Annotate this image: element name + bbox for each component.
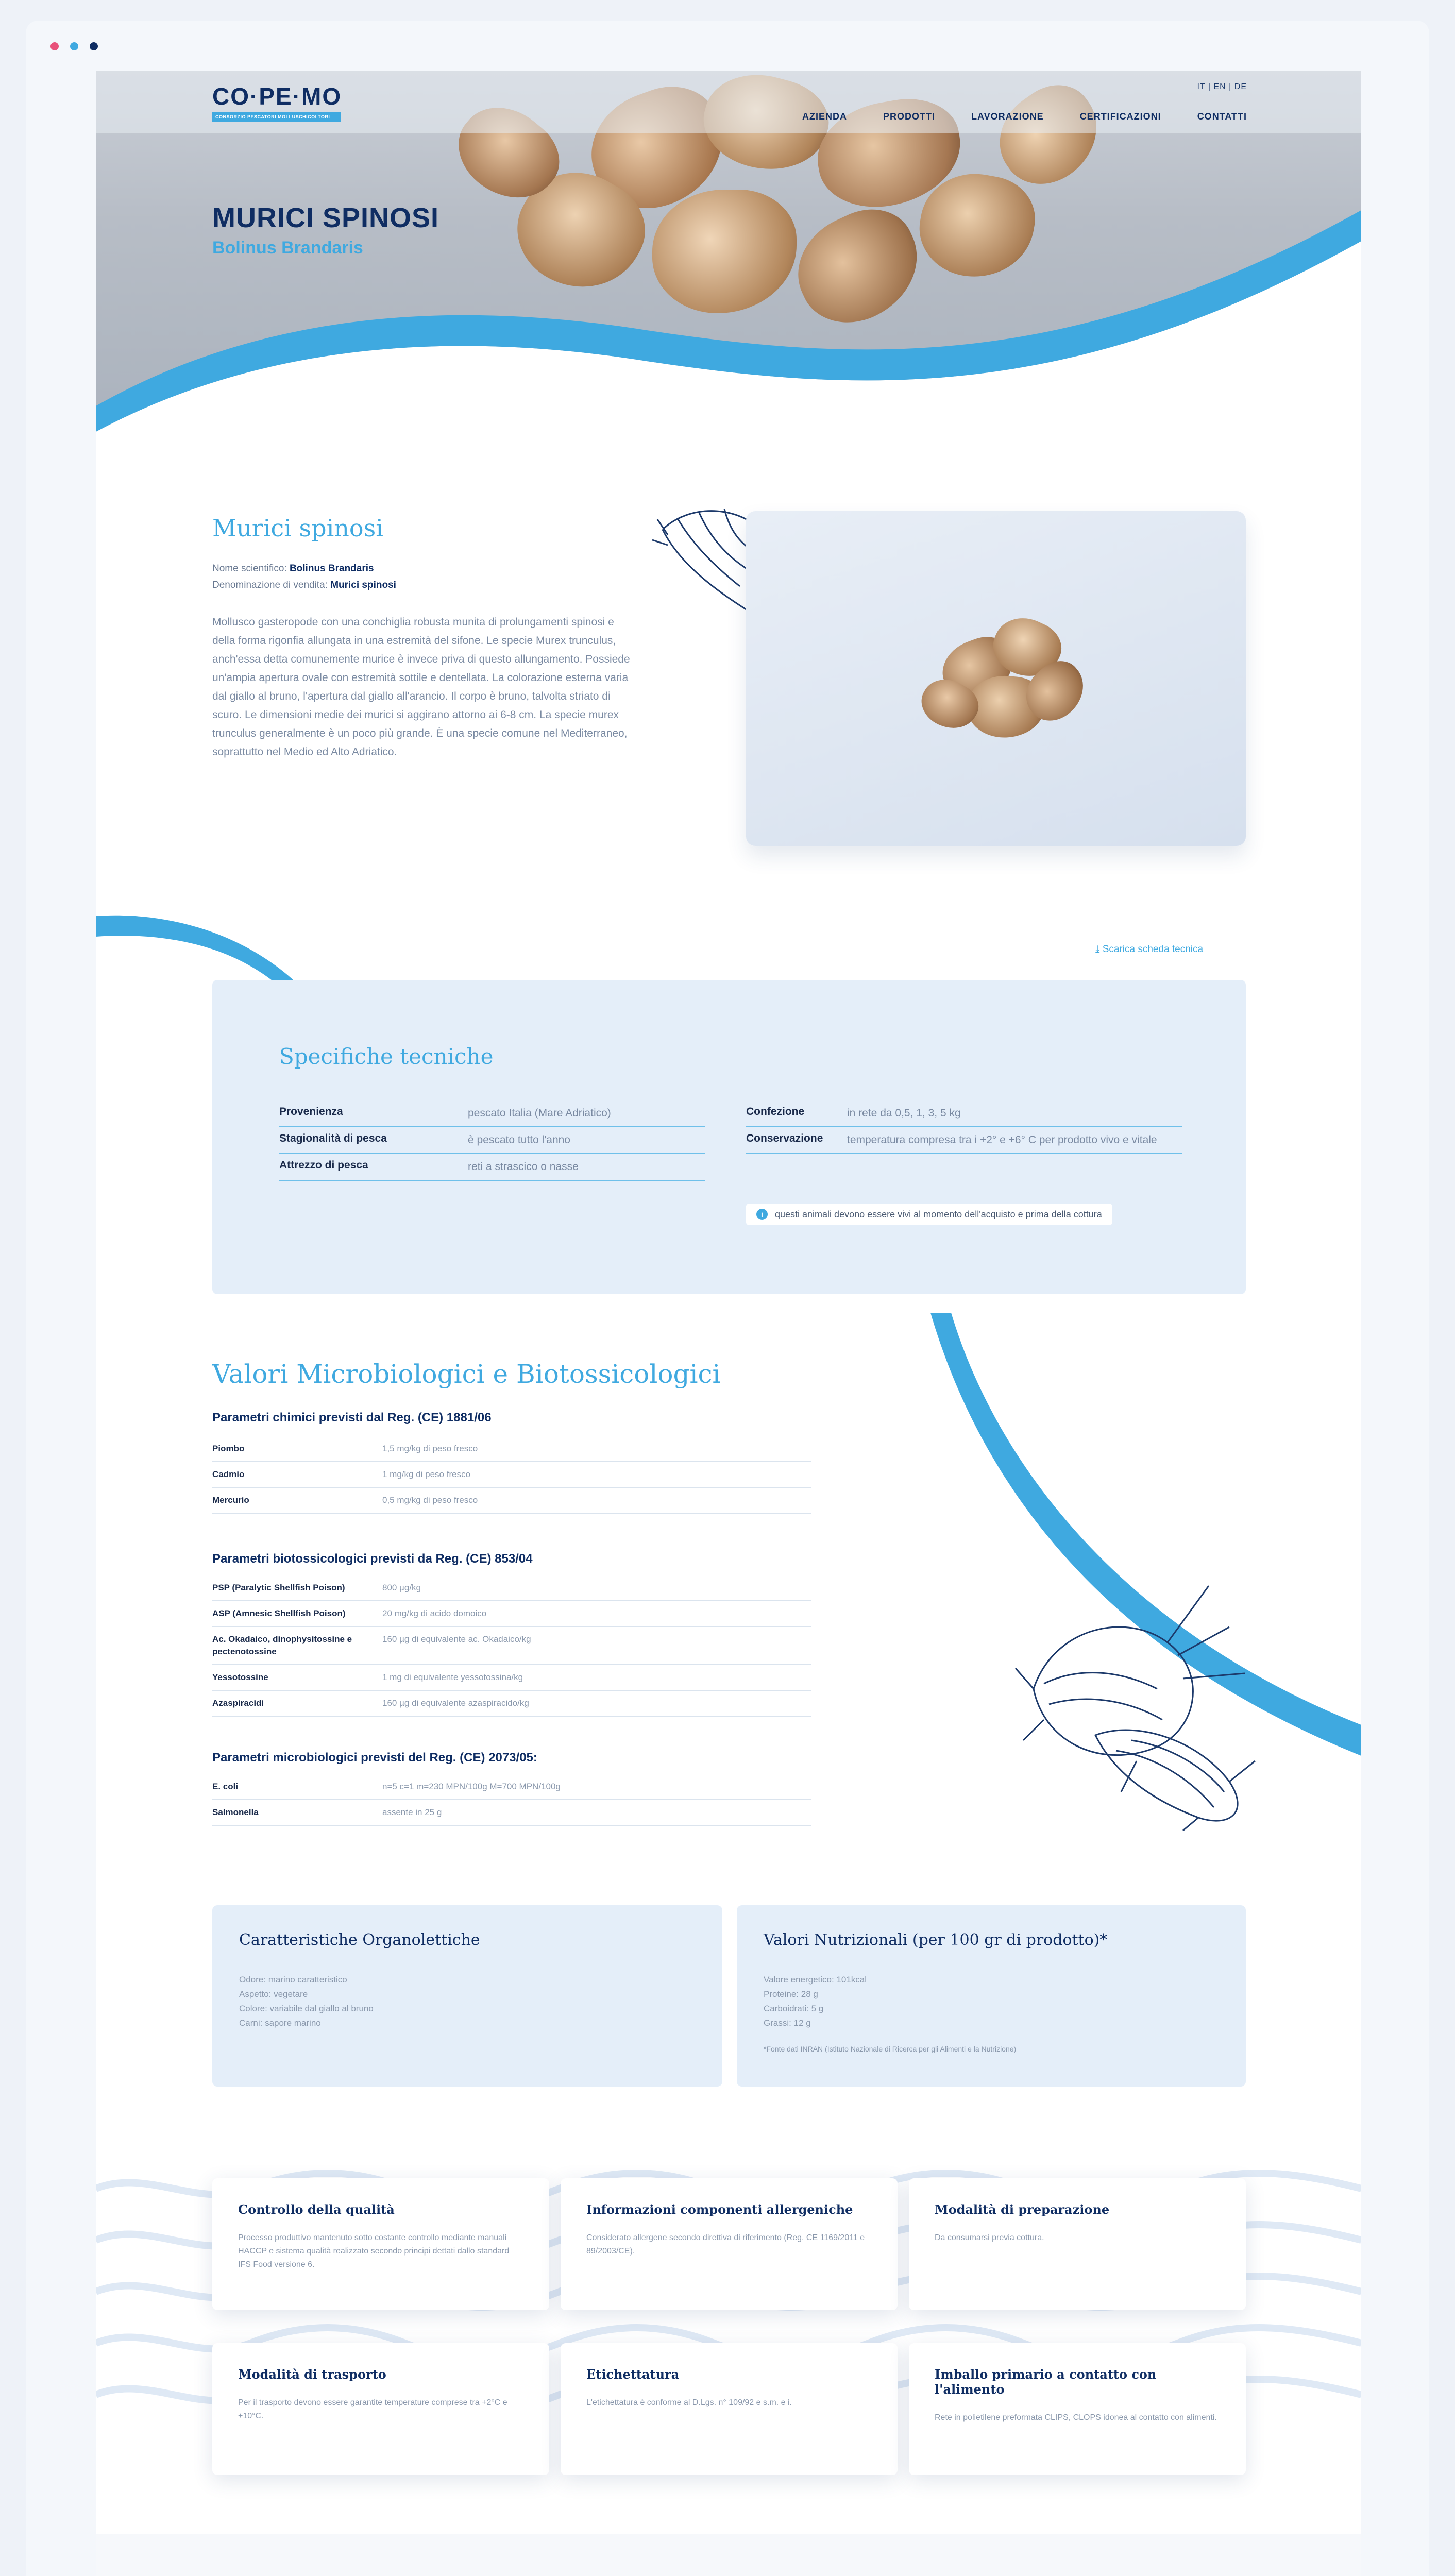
product-photo (746, 511, 1246, 846)
card-line: Valore energetico: 101kcal (764, 1975, 867, 1985)
table-row (212, 1665, 811, 1691)
card-title: Modalità di preparazione (935, 2202, 1110, 2217)
hero-title: MURICI SPINOSI (212, 202, 439, 233)
shells-sketch-icon (1013, 1565, 1260, 1833)
row-key: Yessotossine (212, 1672, 268, 1682)
card-title: Modalità di trasporto (238, 2367, 386, 2382)
product-names (212, 561, 396, 594)
specs-left (279, 1100, 705, 1181)
specs-title: Specifiche tecniche (279, 1044, 494, 1069)
nav-certificazioni[interactable]: CERTIFICAZIONI (1079, 111, 1161, 122)
card-title: Valori Nutrizionali (per 100 gr di prodotto)* (764, 1931, 1108, 1949)
card-text: Per il trasporto devono essere garantite temperature comprese tra +2°C e +10°C. (238, 2398, 507, 2420)
spec-row (279, 1127, 705, 1154)
organolettiche-card (212, 1905, 722, 2087)
row-key: Ac. Okadaico, dinophysitossine e pectenotossine (212, 1634, 352, 1656)
close-dot[interactable] (50, 42, 59, 50)
row-key: Mercurio (212, 1495, 249, 1505)
row-value: 800 µg/kg (382, 1583, 421, 1592)
logo-tagline: CONSORZIO PESCATORI MOLLUSCHICOLTORI (212, 112, 341, 122)
card-line: Aspetto: vegetare (239, 1989, 308, 1999)
row-value: 160 µg di equivalente ac. Okadaico/kg (382, 1634, 531, 1644)
card-line: Carni: sapore marino (239, 2018, 321, 2028)
nutrizionali-card (737, 1905, 1246, 2087)
website (96, 71, 1361, 2576)
spec-key: Stagionalità di pesca (279, 1132, 387, 1144)
card-line: Carboidrati: 5 g (764, 2004, 824, 2013)
row-value: n=5 c=1 m=230 MPN/100g M=700 MPN/100g (382, 1782, 561, 1791)
product-title: Murici spinosi (212, 514, 383, 542)
browser-window (26, 21, 1429, 2576)
spec-value: reti a strascico o nasse (468, 1161, 579, 1173)
row-value: assente in 25 g (382, 1807, 442, 1817)
info-icon: i (756, 1209, 768, 1220)
scientific-label: Nome scientifico: (212, 563, 287, 574)
spec-value: temperatura compresa tra i +2° e +6° C per prodotto vivo e vitale (847, 1134, 1157, 1146)
card-title: Imballo primario a contatto con l'alimento (935, 2367, 1157, 2397)
table-row (212, 1774, 811, 1800)
packaging-card (909, 2343, 1246, 2475)
table-microbiologici (212, 1774, 811, 1826)
spec-row (746, 1127, 1182, 1154)
spec-key: Confezione (746, 1106, 805, 1117)
group-title-microbiologici: Parametri microbiologici previsti del Reg. (CE) 2073/05: (212, 1751, 537, 1765)
row-key: Salmonella (212, 1807, 259, 1817)
hero (96, 71, 1361, 463)
table-biotossicologici (212, 1575, 811, 1717)
table-row (212, 1601, 811, 1627)
micro-title: Valori Microbiologici e Biotossicologici (212, 1359, 721, 1389)
nav-contatti[interactable]: CONTATTI (1197, 111, 1247, 122)
scientific-value: Bolinus Brandaris (289, 563, 374, 574)
card-line: Proteine: 28 g (764, 1989, 818, 1999)
card-line: Odore: marino caratteristico (239, 1975, 347, 1985)
card-title: Etichettatura (586, 2367, 680, 2382)
card-text: L'etichettatura è conforme al D.Lgs. n° 109/92 e s.m. e i. (586, 2398, 792, 2407)
spec-key: Attrezzo di pesca (279, 1159, 368, 1171)
window-controls (50, 42, 98, 50)
card-title: Controllo della qualità (238, 2202, 395, 2217)
spec-row (279, 1154, 705, 1181)
preparation-card (909, 2178, 1246, 2310)
spec-row (279, 1100, 705, 1127)
table-row (212, 1691, 811, 1717)
other-products (96, 2534, 1361, 2576)
spec-row (746, 1100, 1182, 1127)
table-row (212, 1800, 811, 1826)
table-row (212, 1436, 811, 1462)
table-row (212, 1488, 811, 1514)
download-label: Scarica scheda tecnica (1102, 944, 1204, 955)
row-value: 20 mg/kg di acido domoico (382, 1608, 487, 1618)
card-title: Caratteristiche Organolettiche (239, 1931, 480, 1949)
card-line: Grassi: 12 g (764, 2018, 811, 2028)
allergen-card (561, 2178, 898, 2310)
row-value: 0,5 mg/kg di peso fresco (382, 1495, 478, 1505)
live-animals-note (746, 1204, 1112, 1225)
table-row (212, 1575, 811, 1601)
quality-card (212, 2178, 549, 2310)
row-value: 1,5 mg/kg di peso fresco (382, 1444, 478, 1453)
spec-value: pescato Italia (Mare Adriatico) (468, 1107, 611, 1119)
row-key: PSP (Paralytic Shellfish Poison) (212, 1583, 345, 1592)
table-chimici (212, 1436, 811, 1514)
spec-key: Provenienza (279, 1106, 343, 1117)
specs-right (746, 1100, 1182, 1154)
commercial-label: Denominazione di vendita: (212, 580, 328, 590)
card-footnote: *Fonte dati INRAN (Istituto Nazionale di Ricerca per gli Alimenti e la Nutrizione) (764, 2045, 1017, 2053)
specs-panel (212, 980, 1246, 1294)
maximize-dot[interactable] (90, 42, 98, 50)
group-title-chimici: Parametri chimici previsti dal Reg. (CE) 1881/06 (212, 1411, 492, 1425)
card-text: Considerato allergene secondo direttiva di riferimento (Reg. CE 1169/2011 e 89/2003/CE). (586, 2233, 865, 2256)
nav-lavorazione[interactable]: LAVORAZIONE (971, 111, 1044, 122)
card-text: Da consumarsi previa cottura. (935, 2233, 1044, 2242)
row-key: Azaspiracidi (212, 1698, 264, 1708)
decor-swoosh (96, 906, 312, 988)
transport-card (212, 2343, 549, 2475)
labeling-card (561, 2343, 898, 2475)
row-key: Cadmio (212, 1469, 245, 1479)
table-row (212, 1627, 811, 1665)
logo[interactable] (212, 82, 341, 122)
card-title: Informazioni componenti allergeniche (586, 2202, 853, 2217)
nav-prodotti[interactable]: PRODOTTI (883, 111, 936, 122)
card-line: Colore: variabile dal giallo al bruno (239, 2004, 374, 2013)
minimize-dot[interactable] (70, 42, 78, 50)
commercial-value: Murici spinosi (330, 580, 396, 590)
row-key: E. coli (212, 1782, 239, 1791)
hero-subtitle: Bolinus Brandaris (212, 238, 363, 258)
spec-key: Conservazione (746, 1132, 823, 1144)
main-nav (802, 111, 1247, 122)
logo-wordmark: CO·PE·MO (212, 83, 342, 110)
download-datasheet-link[interactable]: ⤓ Scarica scheda tecnica (1095, 944, 1204, 955)
product-description: Mollusco gasteropode con una conchiglia robusta munita di prolungamenti spinosi e della forma rigonfia allungata in una estremità del sifone. Le specie Murex trunculus, anch'essa detta comunemente murice è invece priva di questo allungamento. Possiede un'ampia apertura ovale con estremità sottile e dentellata. La colorazione esterna varia dal giallo al bruno, l'apertura dal giallo all'arancio. Il corpo è bruno, talvolta striato di scuro. Le dimensioni medie dei murici si aggirano attorno ai 6-8 cm. La specie murex trunculus generalmente è un poco più grande. È una specie comune nel Mediterraneo, soprattutto nel Medio ed Alto Adriatico. (212, 616, 630, 758)
row-key: Piombo (212, 1444, 245, 1453)
note-text: questi animali devono essere vivi al momento dell'acquisto e prima della cottura (775, 1209, 1102, 1219)
nav-azienda[interactable]: AZIENDA (802, 111, 848, 122)
row-value: 1 mg di equivalente yessotossina/kg (382, 1672, 523, 1682)
language-switcher[interactable]: IT | EN | DE (1197, 82, 1247, 91)
row-value: 160 µg di equivalente azaspiracido/kg (382, 1698, 529, 1708)
card-text: Processo produttivo mantenuto sotto costante controllo mediante manuali HACCP e sistema qualità realizzato secondo principi dettati dallo standard IFS Food versione 6. (238, 2233, 510, 2269)
spec-value: in rete da 0,5, 1, 3, 5 kg (847, 1107, 961, 1119)
row-value: 1 mg/kg di peso fresco (382, 1469, 471, 1479)
spec-value: è pescato tutto l'anno (468, 1134, 570, 1146)
row-key: ASP (Amnesic Shellfish Poison) (212, 1608, 346, 1618)
group-title-biotossicologici: Parametri biotossicologici previsti da Reg. (CE) 853/04 (212, 1552, 533, 1566)
table-row (212, 1462, 811, 1488)
card-text: Rete in polietilene preformata CLIPS, CLOPS idonea al contatto con alimenti. (935, 2413, 1217, 2422)
